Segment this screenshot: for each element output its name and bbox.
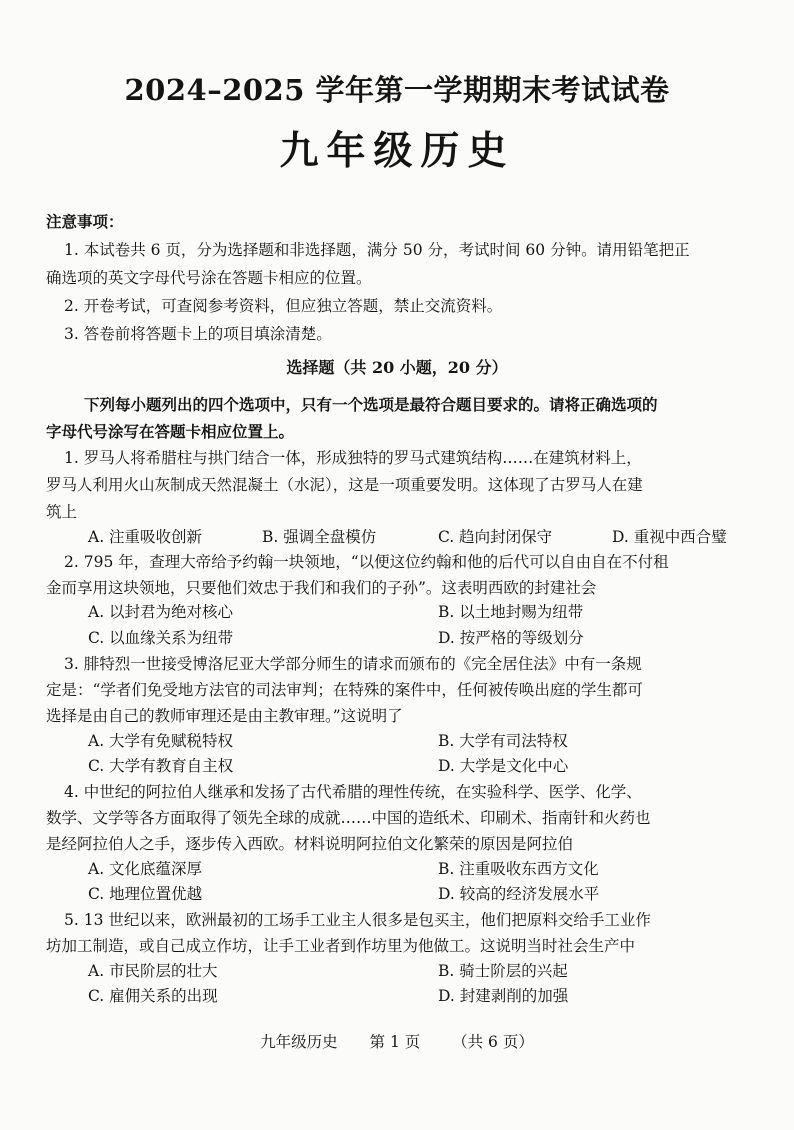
question-4-option-a: A. 文化底蕴深厚 bbox=[88, 860, 203, 878]
question-3-option-a: A. 大学有免赋税特权 bbox=[88, 732, 234, 750]
question-1-option-c: C. 趋向封闭保守 bbox=[438, 528, 553, 546]
question-5-text: 坊加工制造，或自己成立作坊，让手工业者到作坊里为他做工。这说明当时社会生产中 bbox=[46, 937, 636, 955]
question-5-text: 5. 13 世纪以来，欧洲最初的工场手工业主人很多是包买主，他们把原料交给手工业作 bbox=[64, 911, 651, 929]
footer-total-pages: （共 6 页） bbox=[452, 1033, 534, 1051]
question-3-option-d: D. 大学是文化中心 bbox=[438, 757, 569, 775]
notice-item-3: 3. 答卷前将答题卡上的项目填涂清楚。 bbox=[64, 325, 332, 343]
footer-page-number: 第 1 页 bbox=[369, 1033, 421, 1051]
question-2-text: 金而享用这块领地，只要他们效忠于我们和我们的子孙”。这表明西欧的封建社会 bbox=[46, 579, 597, 597]
question-1-option-d: D. 重视中西合璧 bbox=[612, 528, 727, 546]
question-1-text: 1. 罗马人将希腊柱与拱门结合一体，形成独特的罗马式建筑结构……在建筑材料上， bbox=[64, 449, 642, 467]
notice-item-1-cont: 确选项的英文字母代号涂在答题卡相应的位置。 bbox=[46, 269, 372, 287]
question-5-option-d: D. 封建剥削的加强 bbox=[438, 987, 569, 1005]
question-4-text: 数学、文学等各方面取得了领先全球的成就……中国的造纸术、印刷术、指南针和火药也 bbox=[46, 809, 651, 827]
exam-title: 2024–2025 学年第一学期期末考试试卷 bbox=[124, 73, 670, 107]
question-1-option-a: A. 注重吸收创新 bbox=[88, 528, 203, 546]
question-2-option-b: B. 以土地封赐为纽带 bbox=[438, 603, 584, 621]
question-5-option-c: C. 雇佣关系的出现 bbox=[88, 987, 218, 1005]
question-1-option-b: B. 强调全盘模仿 bbox=[262, 528, 377, 546]
question-4-text: 是经阿拉伯人之手，逐步传入西欧。材料说明阿拉伯文化繁荣的原因是阿拉伯 bbox=[46, 835, 574, 853]
notice-heading: 注意事项： bbox=[46, 212, 124, 231]
section-title: 选择题（共 20 小题，20 分） bbox=[286, 358, 508, 377]
question-3-text: 选择是由自己的教师审理还是由主教审理。”这说明了 bbox=[46, 707, 403, 725]
section-instruction-cont: 字母代号涂写在答题卡相应位置上。 bbox=[46, 422, 295, 441]
question-5-option-b: B. 骑士阶层的兴起 bbox=[438, 962, 568, 980]
question-2-option-d: D. 按严格的等级划分 bbox=[438, 629, 584, 647]
question-3-option-b: B. 大学有司法特权 bbox=[438, 732, 568, 750]
question-3-text: 3. 腓特烈一世接受博洛尼亚大学部分师生的请求而颁布的《完全居住法》中有一条规 bbox=[64, 655, 642, 673]
question-5-option-a: A. 市民阶层的壮大 bbox=[88, 962, 218, 980]
question-3-text: 定是：“学者们免受地方法官的司法审判；在特殊的案件中，任何被传唤出庭的学生都可 bbox=[46, 681, 643, 699]
question-2-option-a: A. 以封君为绝对核心 bbox=[88, 603, 234, 621]
question-2-option-c: C. 以血缘关系为纽带 bbox=[88, 629, 234, 647]
page-footer bbox=[0, 1030, 794, 1052]
notice-item-1: 1. 本试卷共 6 页，分为选择题和非选择题，满分 50 分，考试时间 60 分钟。请用铅笔把正 bbox=[64, 241, 690, 259]
question-4-option-c: C. 地理位置优越 bbox=[88, 885, 203, 903]
question-2-text: 2. 795 年，查理大帝给予约翰一块领地，“以便这位约翰和他的后代可以自由自在不付租 bbox=[64, 553, 669, 571]
section-instruction: 下列每小题列出的四个选项中，只有一个选项是最符合题目要求的。请将正确选项的 bbox=[84, 395, 658, 414]
question-4-option-d: D. 较高的经济发展水平 bbox=[438, 885, 600, 903]
question-3-option-c: C. 大学有教育自主权 bbox=[88, 757, 234, 775]
footer-subject: 九年级历史 bbox=[260, 1033, 338, 1051]
notice-item-2: 2. 开卷考试，可查阅参考资料，但应独立答题，禁止交流资料。 bbox=[64, 297, 503, 315]
question-1-text: 筑上 bbox=[46, 503, 78, 521]
question-4-option-b: B. 注重吸收东西方文化 bbox=[438, 860, 599, 878]
question-4-text: 4. 中世纪的阿拉伯人继承和发扬了古代希腊的理性传统，在实验科学、医学、化学、 bbox=[64, 783, 642, 801]
subject-title: 九年级历史 bbox=[279, 128, 515, 174]
question-1-text: 罗马人利用火山灰制成天然混凝土（水泥），这是一项重要发明。这体现了古罗马人在建 bbox=[46, 476, 643, 494]
